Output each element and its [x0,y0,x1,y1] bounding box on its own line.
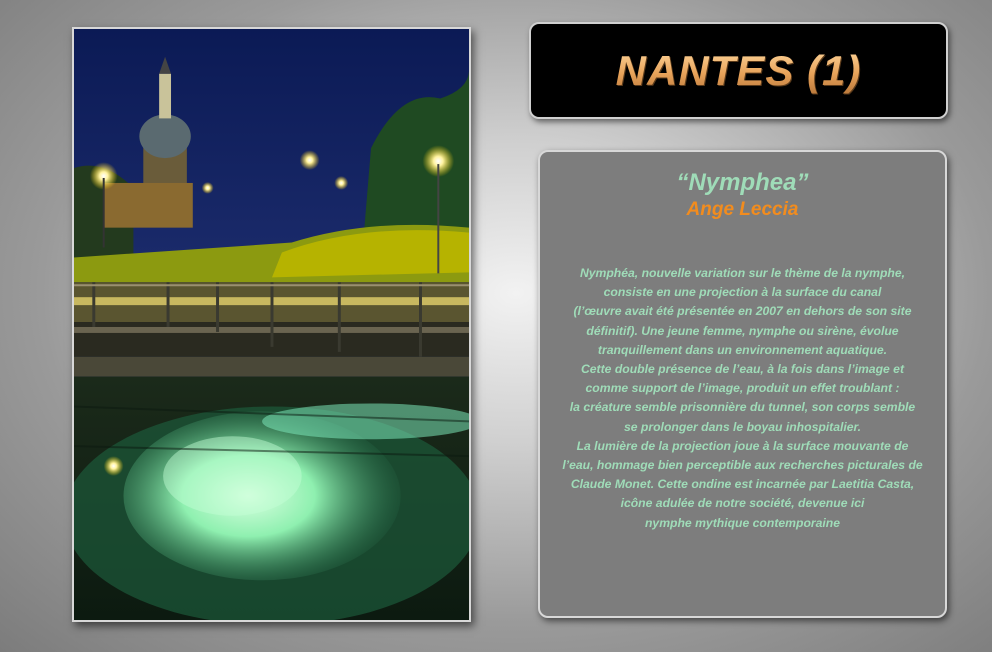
page-title: NANTES (1) [615,46,862,94]
description-line: La lumière de la projection joue à la surface mouvante de [576,438,909,453]
description-line: consiste en une projection à la surface du canal [603,285,882,300]
night-canal-photo [72,27,471,622]
description-line: l’eau, hommage bien perceptible aux recherches picturales de [562,458,923,473]
description-panel [538,150,947,618]
description-line: Nymphéa, nouvelle variation sur le thème de la nymphe, [579,266,906,280]
description-line: la créature semble prisonnière du tunnel, son corps semble [569,400,916,415]
description-line: (l’œuvre avait été présentée en 2007 en dehors de son site [573,304,912,319]
description-line: icône adulée de notre société, devenue ici [620,496,865,511]
description-line: définitif). Une jeune femme, nymphe ou sirène, évolue [586,323,899,338]
description-line: Cette double présence de l’eau, à la fois dans l’image et [580,362,905,377]
description-line: se prolonger dans le boyau inhospitalier. [623,419,862,434]
description-line: comme support de l’image, produit un effet troublant : [585,381,900,396]
artwork-title: “Nymphea” [676,169,809,196]
artwork-description [546,264,939,533]
title-panel [529,22,948,119]
description-line: tranquillement dans un environnement aquatique. [597,342,888,357]
description-line: nymphe mythique contemporaine [644,515,841,530]
artist-name: Ange Leccia [686,199,799,220]
description-line: Claude Monet. Cette ondine est incarnée par Laetitia Casta, [570,477,915,492]
